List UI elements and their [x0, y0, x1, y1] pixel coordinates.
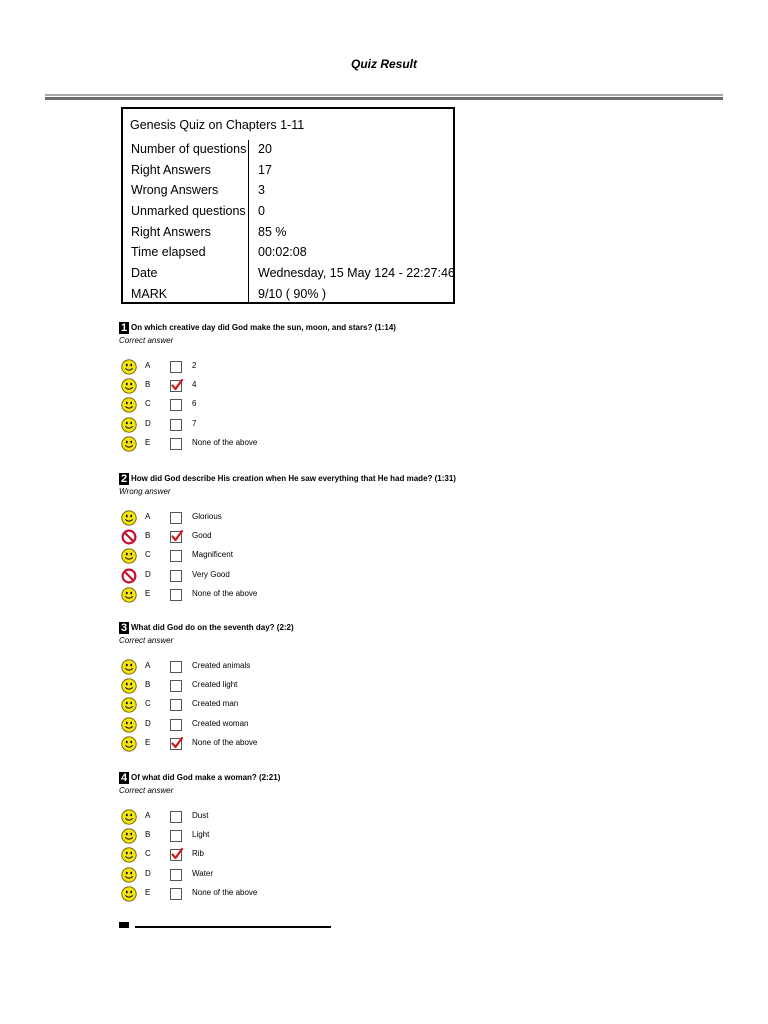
checkbox[interactable] — [170, 680, 182, 692]
question-number: 2 — [120, 473, 128, 485]
smiley-icon — [121, 678, 137, 694]
option-letter: B — [145, 380, 151, 390]
checkbox[interactable] — [170, 719, 182, 731]
option-row — [119, 827, 639, 846]
option-letter: D — [145, 868, 151, 878]
prohibited-icon — [121, 529, 137, 545]
summary-value: 00:02:08 — [258, 245, 307, 259]
summary-value: 85 % — [258, 225, 287, 239]
option-text: Created animals — [192, 661, 251, 670]
summary-value: 17 — [258, 163, 272, 177]
option-letter: D — [145, 418, 151, 428]
summary-value: Wednesday, 15 May 124 - 22:27:46 — [258, 266, 455, 280]
summary-value: 9/10 ( 90% ) — [258, 287, 327, 301]
checkbox[interactable] — [170, 361, 182, 373]
summary-row-time-elapsed — [123, 245, 453, 265]
checkbox[interactable] — [170, 550, 182, 562]
option-letter: E — [145, 437, 151, 447]
option-text: Good — [192, 531, 212, 541]
summary-row-wrong-answers — [123, 183, 453, 203]
checked-checkbox[interactable] — [170, 738, 182, 750]
summary-label: Right Answers — [131, 225, 211, 239]
option-list — [119, 658, 639, 754]
page-title: Quiz Result — [350, 57, 417, 71]
option-row — [119, 735, 639, 754]
summary-row-mark — [123, 287, 453, 307]
smiley-icon — [121, 886, 137, 902]
checked-checkbox[interactable] — [170, 849, 182, 861]
option-text: Very Good — [192, 569, 230, 579]
option-text: Created man — [192, 699, 239, 709]
question-number: 4 — [120, 772, 128, 784]
option-letter: E — [145, 887, 151, 897]
checkbox[interactable] — [170, 570, 182, 582]
summary-label: Right Answers — [131, 163, 211, 177]
answer-status: Wrong answer — [119, 487, 171, 496]
smiley-icon — [121, 417, 137, 433]
option-list — [119, 808, 639, 904]
option-list — [119, 509, 639, 605]
option-text: 2 — [192, 361, 197, 370]
option-text: 6 — [192, 399, 197, 409]
option-letter: E — [145, 588, 151, 598]
smiley-icon — [121, 510, 137, 526]
checkbox[interactable] — [170, 512, 182, 524]
option-letter: C — [145, 849, 151, 859]
question-block — [119, 322, 639, 454]
option-row — [119, 509, 639, 528]
option-row — [119, 416, 639, 435]
option-text: None of the above — [192, 887, 258, 897]
question-block — [119, 622, 639, 754]
option-row — [119, 808, 639, 827]
option-text: None of the above — [192, 437, 258, 447]
checkbox[interactable] — [170, 589, 182, 601]
option-row — [119, 885, 639, 904]
smiley-icon — [121, 697, 137, 713]
option-text: Magnificent — [192, 550, 233, 560]
smiley-icon — [121, 359, 137, 375]
smiley-icon — [121, 378, 137, 394]
summary-value: 3 — [258, 183, 265, 197]
option-row — [119, 677, 639, 696]
summary-label: Date — [131, 266, 158, 280]
summary-label: MARK — [131, 287, 168, 301]
option-list — [119, 358, 639, 454]
checkbox[interactable] — [170, 399, 182, 411]
question-heading — [119, 322, 639, 334]
option-text: 4 — [192, 380, 197, 390]
option-row — [119, 547, 639, 566]
header-divider — [45, 94, 723, 101]
option-text: Created woman — [192, 718, 249, 728]
question-heading — [119, 772, 639, 784]
smiley-icon — [121, 587, 137, 603]
option-text: 7 — [192, 418, 197, 428]
option-letter: B — [145, 830, 151, 840]
option-row — [119, 658, 639, 677]
question-block — [119, 772, 639, 904]
question-heading — [119, 622, 639, 634]
option-row — [119, 866, 639, 885]
option-letter: A — [145, 512, 151, 521]
checkbox[interactable] — [170, 699, 182, 711]
checkbox[interactable] — [170, 438, 182, 450]
summary-label: Wrong Answers — [131, 183, 219, 197]
checkbox[interactable] — [170, 419, 182, 431]
question-number: 3 — [120, 622, 128, 634]
option-text: Rib — [192, 849, 205, 859]
smiley-icon — [121, 736, 137, 752]
summary-row-date — [123, 266, 453, 286]
summary-label: Number of questions — [131, 142, 247, 156]
option-letter: B — [145, 680, 151, 690]
checkmark-icon — [170, 378, 184, 392]
option-row — [119, 377, 639, 396]
option-row — [119, 716, 639, 735]
result-summary-table — [121, 107, 455, 304]
question-number: 1 — [120, 322, 128, 334]
question-text: What did God do on the seventh day? (2:2) — [131, 623, 294, 632]
quiz-name: Genesis Quiz on Chapters 1-11 — [130, 118, 305, 132]
option-text: Water — [192, 868, 214, 878]
option-row — [119, 586, 639, 605]
option-row — [119, 846, 639, 865]
option-letter: D — [145, 718, 151, 728]
smiley-icon — [121, 828, 137, 844]
checkbox[interactable] — [170, 830, 182, 842]
answer-status: Correct answer — [119, 636, 174, 645]
option-letter: B — [145, 531, 151, 541]
option-row — [119, 696, 639, 715]
smiley-icon — [121, 867, 137, 883]
question-text: How did God describe His creation when He saw everything that He had made? (1:31) — [131, 474, 456, 483]
summary-row-unmarked — [123, 204, 453, 224]
option-text: Created light — [192, 680, 238, 690]
question-text: Of what did God make a woman? (2:21) — [131, 773, 281, 782]
checkbox[interactable] — [170, 811, 182, 823]
checkbox[interactable] — [170, 661, 182, 673]
option-letter: E — [145, 737, 151, 747]
checkbox[interactable] — [170, 888, 182, 900]
summary-row-right-answers — [123, 163, 453, 183]
option-text: Dust — [192, 811, 209, 820]
question-heading — [119, 473, 639, 485]
option-row — [119, 435, 639, 454]
summary-row-question-count — [123, 142, 453, 162]
option-letter: A — [145, 811, 151, 820]
summary-row-right-percent — [123, 225, 453, 245]
checkbox[interactable] — [170, 869, 182, 881]
smiley-icon — [121, 397, 137, 413]
checked-checkbox[interactable] — [170, 380, 182, 392]
checkmark-icon — [170, 847, 184, 861]
option-row — [119, 528, 639, 547]
smiley-icon — [121, 847, 137, 863]
option-row — [119, 358, 639, 377]
option-letter: A — [145, 661, 151, 670]
question-block — [119, 473, 639, 605]
option-text: None of the above — [192, 588, 258, 598]
smiley-icon — [121, 717, 137, 733]
smiley-icon — [121, 436, 137, 452]
checkmark-icon — [170, 529, 184, 543]
option-text: Glorious — [192, 512, 222, 521]
option-letter: C — [145, 550, 151, 560]
option-letter: A — [145, 361, 151, 370]
answer-status: Correct answer — [119, 336, 174, 345]
smiley-icon — [121, 548, 137, 564]
cut-off-next-question — [119, 922, 379, 928]
option-text: Light — [192, 830, 210, 840]
summary-label: Time elapsed — [131, 245, 206, 259]
option-letter: C — [145, 699, 151, 709]
smiley-icon — [121, 659, 137, 675]
smiley-icon — [121, 809, 137, 825]
option-letter: C — [145, 399, 151, 409]
question-text: On which creative day did God make the sun, moon, and stars? (1:14) — [131, 323, 396, 332]
option-letter: D — [145, 569, 151, 579]
option-text: None of the above — [192, 737, 258, 747]
prohibited-icon — [121, 568, 137, 584]
summary-value: 20 — [258, 142, 272, 156]
answer-status: Correct answer — [119, 786, 174, 795]
checkmark-icon — [170, 736, 184, 750]
summary-value: 0 — [258, 204, 265, 218]
option-row — [119, 396, 639, 415]
summary-label: Unmarked questions — [131, 204, 246, 218]
checked-checkbox[interactable] — [170, 531, 182, 543]
option-row — [119, 567, 639, 586]
